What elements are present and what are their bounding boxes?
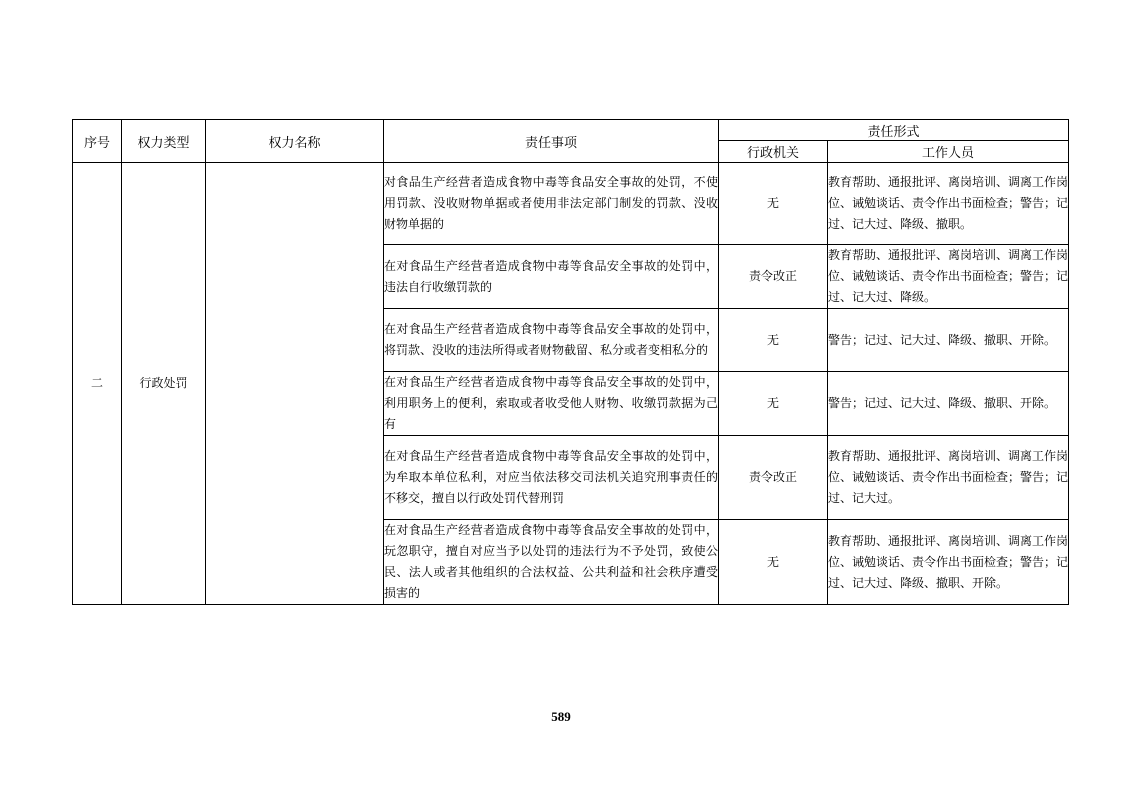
responsibility-item: 在对食品生产经营者造成食物中毒等食品安全事故的处罚中，利用职务上的便利，索取或者收受他人财物、收缴罚款据为己有 (384, 372, 719, 436)
staff-form: 教育帮助、通报批评、离岗培训、调离工作岗位、诫勉谈话、责令作出书面检查；警告；记过、记大过、降级、撤职、开除。 (828, 520, 1069, 605)
responsibility-item: 在对食品生产经营者造成食物中毒等食品安全事故的处罚中，将罚款、没收的违法所得或者财物截留、私分或者变相私分的 (384, 309, 719, 372)
group-power-name (206, 163, 384, 605)
header-responsibility: 责任事项 (384, 120, 719, 163)
staff-form: 警告；记过、记大过、降级、撤职、开除。 (828, 309, 1069, 372)
agency-form: 无 (719, 309, 828, 372)
agency-form: 无 (719, 372, 828, 436)
header-agency: 行政机关 (719, 141, 828, 163)
staff-form: 教育帮助、通报批评、离岗培训、调离工作岗位、诫勉谈话、责令作出书面检查；警告；记过、记大过、降级、撤职。 (828, 163, 1069, 245)
responsibility-item: 在对食品生产经营者造成食物中毒等食品安全事故的处罚中，玩忽职守，擅自对应当予以处罚的违法行为不予处罚，致使公民、法人或者其他组织的合法权益、公共利益和社会秩序遭受损害的 (384, 520, 719, 605)
group-power-type: 行政处罚 (122, 163, 206, 605)
agency-form: 无 (719, 520, 828, 605)
agency-form: 责令改正 (719, 245, 828, 309)
staff-form: 教育帮助、通报批评、离岗培训、调离工作岗位、诫勉谈话、责令作出书面检查；警告；记过、记大过。 (828, 436, 1069, 520)
responsibility-item: 在对食品生产经营者造成食物中毒等食品安全事故的处罚中，违法自行收缴罚款的 (384, 245, 719, 309)
agency-form: 无 (719, 163, 828, 245)
header-power-type: 权力类型 (122, 120, 206, 163)
header-power-name: 权力名称 (206, 120, 384, 163)
responsibility-item: 在对食品生产经营者造成食物中毒等食品安全事故的处罚中，为牟取本单位私利，对应当依法移交司法机关追究刑事责任的不移交，擅自以行政处罚代替刑罚 (384, 436, 719, 520)
page-number: 589 (551, 709, 571, 724)
group-seq: 二 (73, 163, 122, 605)
staff-form: 教育帮助、通报批评、离岗培训、调离工作岗位、诫勉谈话、责令作出书面检查；警告；记过、记大过、降级。 (828, 245, 1069, 309)
staff-form: 警告；记过、记大过、降级、撤职、开除。 (828, 372, 1069, 436)
header-staff: 工作人员 (828, 141, 1069, 163)
responsibility-item: 对食品生产经营者造成食物中毒等食品安全事故的处罚，不使用罚款、没收财物单据或者使用非法定部门制发的罚款、没收财物单据的 (384, 163, 719, 245)
agency-form: 责令改正 (719, 436, 828, 520)
header-responsibility-form: 责任形式 (719, 120, 1069, 141)
header-row-1 (73, 120, 1069, 141)
table-row (73, 163, 1069, 245)
header-seq: 序号 (73, 120, 122, 163)
responsibility-table (72, 119, 1069, 605)
